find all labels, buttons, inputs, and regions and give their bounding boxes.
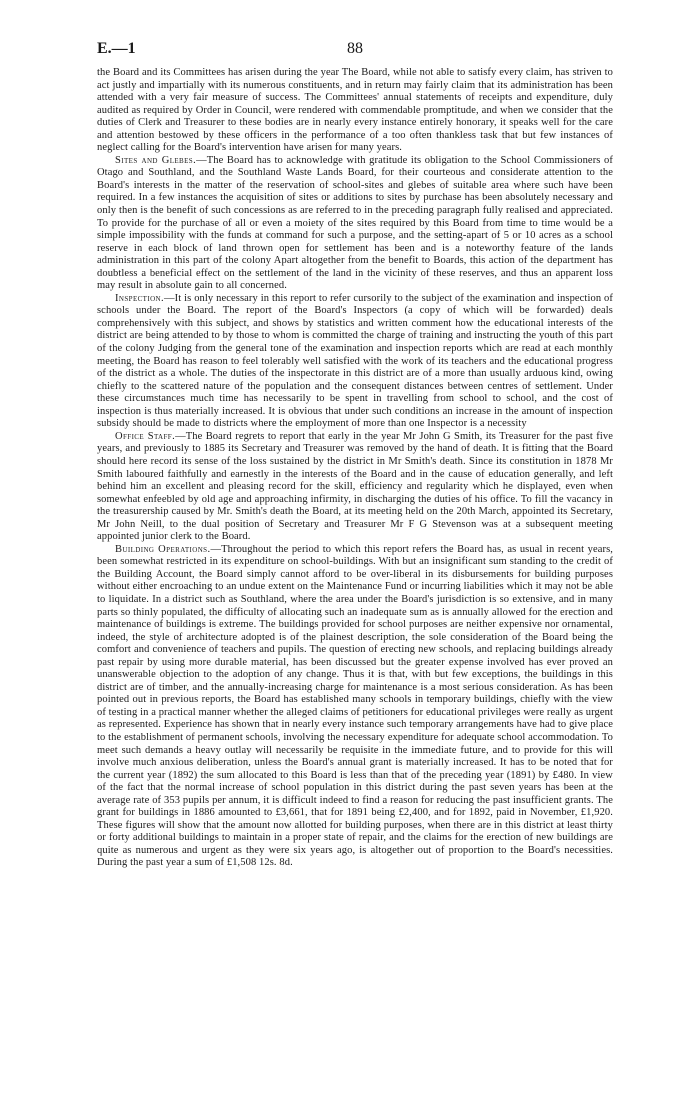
report-body — [97, 67, 613, 870]
paragraph-text: —It is only necessary in this report to refer cursorily to the subject of the examination and inspection of schools under the Board. The report of the Board's Inspectors (a copy of which will be forwarded) deals comprehensively with this subject, and shows by statistics and written comment how the educational interests of the district are being attended to by those to whom is committed the charge of training and instructing the youth of this part of the colony Judging from the general tone of the examination and inspection reports which are read at each monthly meeting, the Board has reason to feel tolerably well satisfied with the work of its teachers and the educational progress of the district as a whole. The duties of the inspectorate in this district are of a more than usually arduous kind, owing chiefly to the scattered nature of the population and the consequent distances between centres of settlement. Under these circumstances much time has necessarily to be spent in travelling from school to school, and the cost of inspection is thus materially increased. It is obvious that under such conditions an increase in the amount of inspection subsidy should be made to districts where the employment of more than one Inspector is a necessity — [97, 292, 613, 430]
section-heading-building-operations: Building Operations. — [115, 543, 211, 555]
section-heading-inspection: Inspection. — [115, 292, 165, 304]
paragraph-text: the Board and its Committees has arisen during the year The Board, while not able to satisfy every claim, has striven to act justly and impartially with its numerous constituents, and in return may fairly claim that its administration has been attended with a very fair measure of success. The Committees' annual statements of receipts and expenditure, duly audited as required by Order in Council, were rendered with commendable promptitude, and when we consider that the duties of Clerk and Treasurer to these bodies are in nearly every instance entirely honorary, it speaks well for the care and attention bestowed by these officers in the performance of a too often thankless task that but few instances of neglect calling for the Board's intervention have arisen for many years. — [97, 67, 613, 154]
page-header — [97, 40, 613, 62]
paragraph-text: —The Board has to acknowledge with gratitude its obligation to the School Commissioners of Otago and Southland, and the Southland Waste Lands Board, for their courteous and considerate attention to the Board's interests in the matter of the reservation of school-sites and glebes of suitable area where such have been required. In a few instances the acquisition of sites or additions to sites by purchase has been absolutely necessary and only then is the benefit of such concessions as are referred to in the preceding paragraph fully realised and appreciated. To provide for the purchase of all or even a moiety of the sites required by this Board from time to time would be a simple impossibility with the funds at command for such a purpose, and the setting-apart of 5 or 10 acres as a school reserve in each block of land thrown open for settlement has been and is a noteworthy feature of the lands administration in this part of the colony Apart altogether from the benefit to Boards, this action of the department has doubtless a beneficial effect on the settlement of the land in the vicinity of these reserves, and thus an apparent loss may result in absolute gain to all concerned. — [97, 154, 613, 292]
section-heading-office-staff: Office Staff. — [115, 430, 176, 442]
paragraph-inspection — [97, 293, 613, 431]
document-reference: E.—1 — [97, 40, 136, 57]
paragraph-text: —Throughout the period to which this report refers the Board has, as usual in recent years, been somewhat restricted in its expenditure on school-buildings. With but an insignificant sum standing to the credit of the Building Account, the Board simply cannot afford to be over-liberal in its disbursements for building purposes without either encroaching to an undue extent on the Maintenance Fund or incurring liabilities which it may not be able to liquidate. In a district such as Southland, where the area under the Board's jurisdiction is so extensive, and in many parts so thinly populated, the difficulty of allocating such an inadequate sum as is annually allowed for the erection and maintenance of buildings is extreme. The buildings provided for school purposes are neither expensive nor ornamental, indeed, the style of architecture adopted is of the plainest description, the sole consideration of the Board being the comfort and convenience of teachers and pupils. The question of erecting new schools, and replacing buildings already past repair by using more durable material, has been discussed but the greater expense involved has ever proved an unanswerable objection to the adoption of any change. Thus it is that, with but few exceptions, the buildings in this district are of timber, and the annually-increasing charge for maintenance is a most serious consideration. As has been pointed out in previous reports, the Board has established many schools in temporary buildings, chiefly with the view of testing in a practical manner whether the alleged claims of petitioners for educational privileges were really as urgent as represented. Experience has shown that in nearly every instance such temporary arrangements have had to give place to the establishment of permanent schools, involving the necessary expenditure for adequate school accommodation. To meet such demands a heavy outlay will necessarily be requisite in the immediate future, and to provide for this will involve much anxious deliberation, unless the Board's annual grant is materially increased. It has to be noted that for the current year (1892) the sum allocated to this Board is less than that of the preceding year (1891) by £480. In view of the fact that the normal increase of school population in this district during the past seven years has been at the average rate of 353 pupils per annum, it is difficult indeed to find a reason for reducing the past insufficient grants. The grant for buildings in 1886 amounted to £3,661, that for 1891 being £2,400, and for 1892, paid in November, £1,920. These figures will show that the amount now allotted for building purposes, when there are in this district at least thirty or forty additional buildings to maintain in a proper state of repair, and the claims for the erection of new buildings are quite as numerous and urgent as they were six years ago, is altogether out of proportion to the Board's necessities. During the past year a sum of £1,508 12s. 8d. — [97, 543, 614, 869]
paragraph-sites-and-glebes — [97, 155, 613, 293]
paragraph-text: —The Board regrets to report that early in the year Mr John G Smith, its Treasurer for the past five years, and previously to 1885 its Secretary and Treasurer was removed by the hand of death. It is fitting that the Board should here record its sense of the loss sustained by the district in Mr Smith's death. Since its constitution in 1878 Mr Smith laboured faithfully and earnestly in the interests of the Board and in the cause of education generally, and left behind him an excellent and pleasing record for the skill, efficiency and regularity which he displayed, even when somewhat enfeebled by old age and approaching infirmity, in discharging the duties of his office. To fill the vacancy in the treasurership caused by Mr. Smith's death the Board, at its meeting held on the 20th March, appointed its Secretary, Mr John Neill, to the dual position of Secretary and Treasurer Mr F G Stevenson was at a subsequent meeting appointed junior clerk to the Board. — [97, 430, 613, 543]
section-heading-sites-and-glebes: Sites and Glebes. — [115, 154, 197, 166]
paragraph-office-staff — [97, 431, 613, 544]
page-number: 88 — [347, 40, 363, 57]
paragraph-building-operations — [97, 544, 613, 870]
paragraph-continuation — [97, 67, 613, 155]
